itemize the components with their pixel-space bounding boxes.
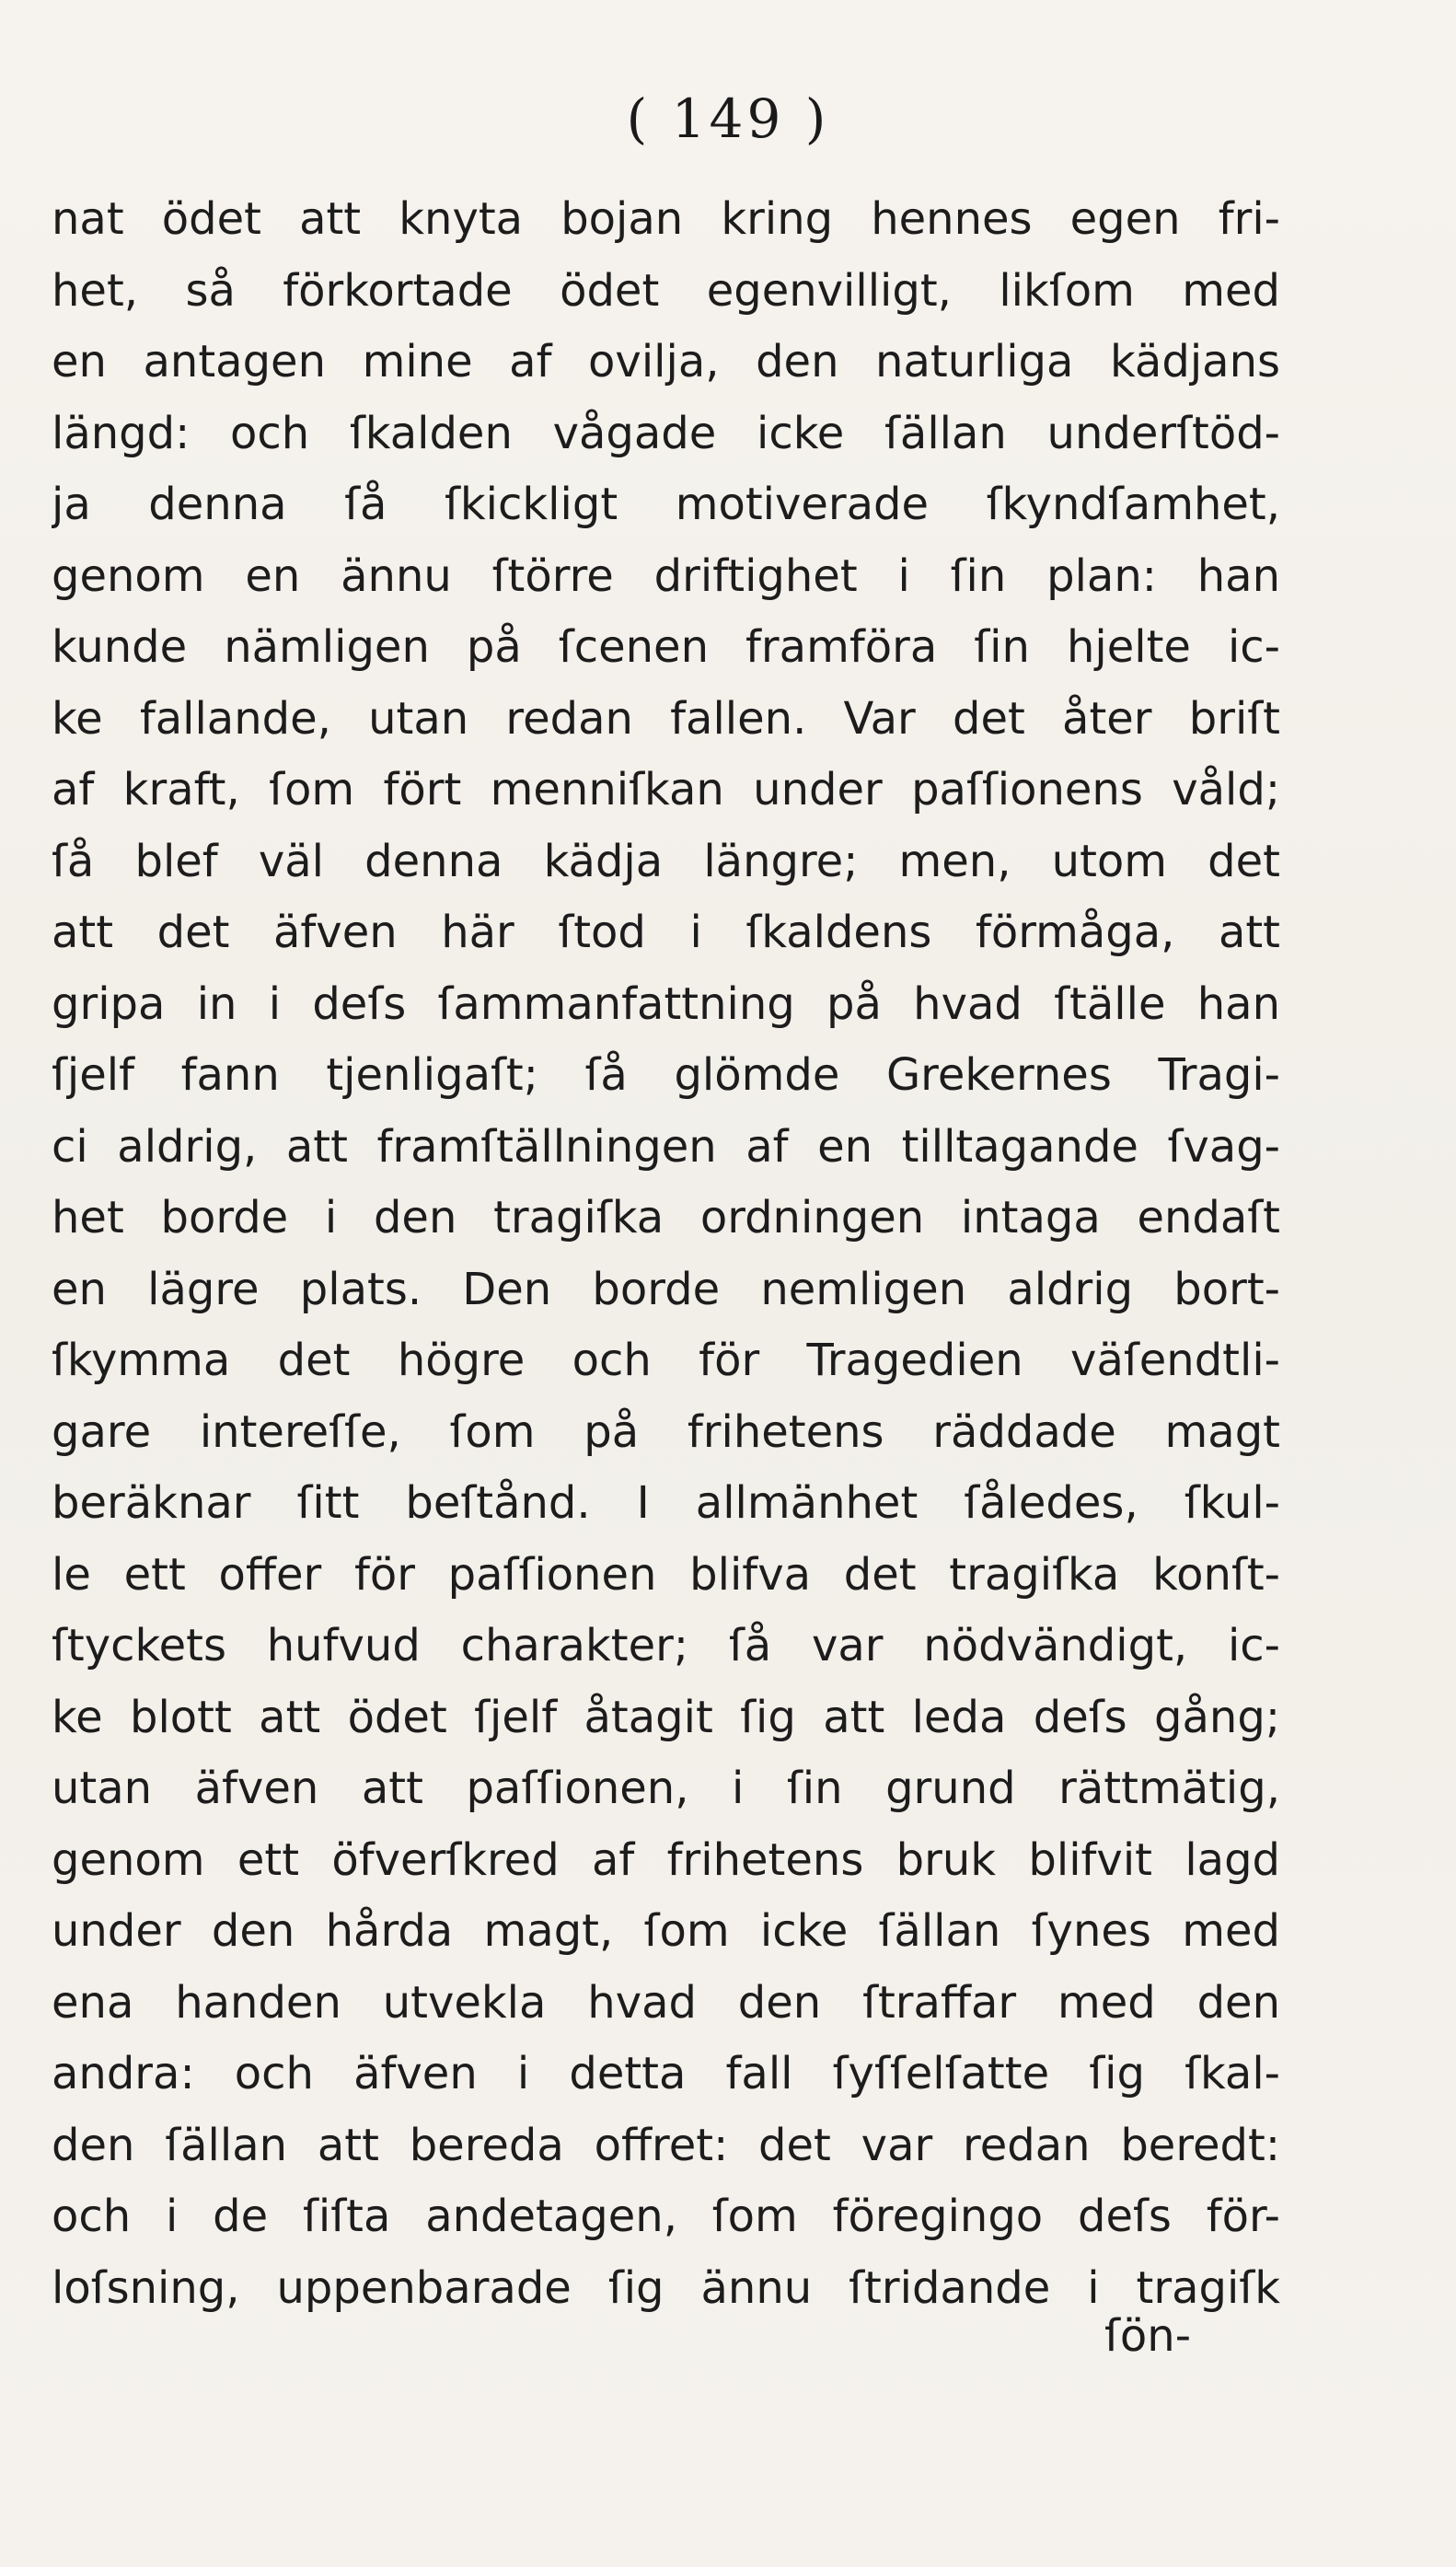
text-line-5: ja denna ſå ſkickligt motiverade ſkyndſamhet, [52,479,1280,530]
text-line-10: ſå blef väl denna kädja längre; men, utom det [52,835,1280,887]
text-line-6: genom en ännu ſtörre driftighet i ſin plan: han [52,549,1280,602]
text-line-11: att det äfven här ſtod i ſkaldens förmåga, att [52,907,1280,958]
body-text [52,184,1280,2324]
text-line-2: het, så förkortade ödet egenvilligt, likſom med [52,264,1280,317]
text-line-8: ke fallande, utan redan fallen. Var det åter briſt [52,692,1280,745]
text-line-21: ſtyckets hufvud charakter; ſå var nödvändigt, ic- [52,1620,1280,1671]
text-line-16: en lägre plats. Den borde nemligen aldrig bort- [52,1263,1280,1315]
catchword: ſön- [1104,2310,1192,2362]
text-line-27: andra: och äfven i detta fall ſyſſelſatte ſig ſkal- [52,2048,1280,2099]
text-line-14: ci aldrig, att framſtällningen af en tilltagande ſvag- [52,1120,1280,1173]
text-line-17: ſkymma det högre och för Tragedien väſendtli- [52,1335,1280,1386]
text-line-20: le ett offer för paſſionen blifva det tragiſka konſt- [52,1548,1280,1601]
text-line-13: ſjelf fann tjenligaſt; ſå glömde Grekernes Tragi- [52,1049,1280,1101]
text-line-24: genom ett öfverſkred af frihetens bruk blifvit lagd [52,1833,1280,1886]
text-line-7: kunde nämligen på ſcenen framföra ſin hjelte ic- [52,621,1280,673]
text-line-9: af kraft, ſom fört menniſkan under paſſionens våld; [52,764,1280,815]
text-line-15: het borde i den tragiſka ordningen intaga endaſt [52,1192,1280,1243]
page-number: ( 149 ) [626,87,830,150]
text-line-1: nat ödet att knyta bojan kring hennes egen fri- [52,193,1280,245]
text-line-18: gare intereſſe, ſom på frihetens räddade magt [52,1405,1280,1458]
text-line-28: den ſällan att bereda offret: det var redan beredt: [52,2119,1280,2171]
text-line-4: längd: och ſkalden vågade icke ſällan underſtöd- [52,407,1280,459]
text-line-25: under den hårda magt, ſom icke ſällan ſynes med [52,1905,1280,1957]
text-line-26: ena handen utvekla hvad den ſtraffar med den [52,1976,1280,2029]
text-line-23: utan äfven att paſſionen, i ſin grund rättmätig, [52,1763,1280,1814]
text-line-22: ke blott att ödet ſjelf åtagit ſig att leda deſs gång; [52,1691,1280,1743]
text-line-12: gripa in i deſs ſammanfattning på hvad ſtälle han [52,977,1280,1030]
text-line-29: och i de ſiſta andetagen, ſom föregingo deſs för- [52,2191,1280,2242]
text-line-30: loſsning, uppenbarade ſig ännu ſtridande i tragiſk [52,2261,1280,2314]
text-line-3: en antagen mine af ovilja, den naturliga kädjans [52,336,1280,387]
text-line-19: beräknar ſitt beſtånd. I allmänhet ſåledes, ſkul- [52,1477,1280,1529]
